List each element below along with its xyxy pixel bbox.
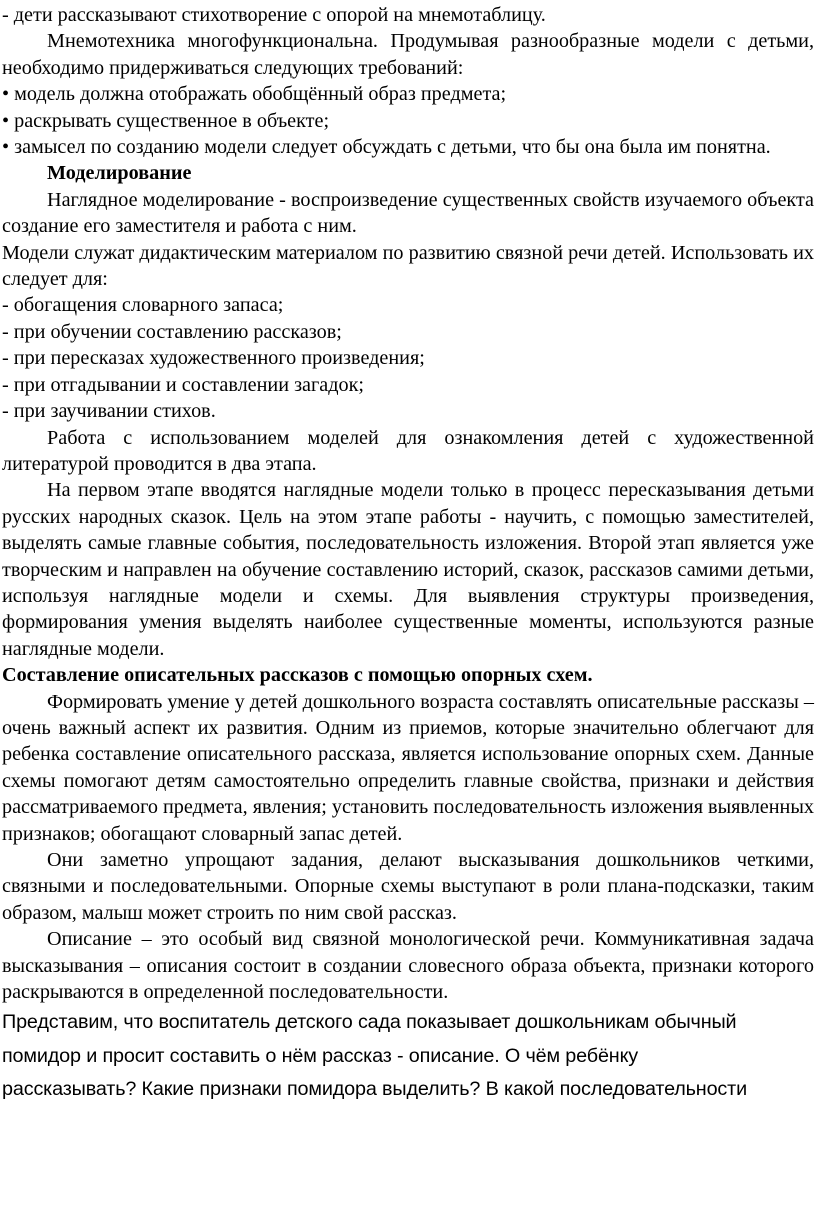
- tail-paragraph: [2, 1006, 814, 1106]
- mnemo-paragraph: Мнемотехника многофункциональна. Продумывая разнообразные модели с детьми, необходимо придерживаться следующих требований:: [2, 30, 814, 79]
- requirement-item: • модель должна отображать обобщённый образ предмета;: [2, 83, 507, 106]
- heading-descriptive: Составление описательных рассказов с помощью опорных схем.: [2, 664, 593, 687]
- use-item: - при отгадывании и составлении загадок;: [2, 373, 365, 396]
- use-item: - при пересказах художественного произведения;: [2, 347, 425, 370]
- stages-intro: Работа с использованием моделей для ознакомления детей с художественной литературой проводится в два этапа.: [2, 426, 814, 475]
- stages-detail: На первом этапе вводятся наглядные модели только в процесс пересказывания детьми русских народных сказок. Цель на этом этапе работы - научить, с помощью заместителей, выделять самые главные события, последовательность изложения. Второй этап является уже творческим и направлен на обучение составлению историй, сказок, рассказов самими детьми, используя наглядные модели и схемы. Для выявления структуры произведения, формирования умения выделять наиболее существенные моменты, используются разные наглядные модели.: [2, 479, 814, 660]
- intro-line: - дети рассказывают стихотворение с опорой на мнемотаблицу.: [2, 4, 546, 26]
- descriptive-paragraph: Формировать умение у детей дошкольного возраста составлять описательные рассказы – очень важный аспект их развития. Одним из приемов, которые значительно облегчают для ребенка составление описательного рассказа, является использование опорных схем. Данные схемы помогают детям самостоятельно определить главные свойства, признаки и действия рассматриваемого предмета, явления; установить последовательность изложения выявленных признаков; обогащают словарный запас детей.: [2, 690, 814, 845]
- descriptive-paragraph: Они заметно упрощают задания, делают высказывания дошкольников четкими, связными и последовательными. Опорные схемы выступают в роли плана-подсказки, таким образом, малыш может строить по ним свой рассказ.: [2, 849, 814, 924]
- requirement-item: • замысел по созданию модели следует обсуждать с детьми, что бы она была им понятна.: [2, 136, 771, 159]
- requirement-item: • раскрывать существенное в объекте;: [2, 109, 330, 132]
- models-purpose: Модели служат дидактическим материалом по развитию связной речи детей. Использовать их следует для:: [2, 241, 814, 291]
- tail-line: Представим, что воспитатель детского сада показывает дошкольникам обычный: [2, 1011, 737, 1034]
- descriptive-paragraph: Описание – это особый вид связной монологической речи. Коммуникативная задача высказывания – описания состоит в создании словесного образа объекта, признаки которого раскрываются в определенной последовательности.: [2, 928, 814, 1004]
- heading-modeling: Моделирование: [47, 162, 192, 185]
- tail-line: рассказывать? Какие признаки помидора выделить? В какой последовательности: [2, 1078, 747, 1101]
- modeling-definition: Наглядное моделирование - воспроизведение существенных свойств изучаемого объекта создание его заместителя и работа с ним.: [2, 188, 814, 238]
- use-item: - при обучении составлению рассказов;: [2, 320, 342, 343]
- use-item: - при заучивании стихов.: [2, 400, 216, 423]
- tail-line: помидор и просит составить о нём рассказ - описание. О чём ребёнку: [2, 1044, 639, 1067]
- use-item: - обогащения словарного запаса;: [2, 294, 284, 317]
